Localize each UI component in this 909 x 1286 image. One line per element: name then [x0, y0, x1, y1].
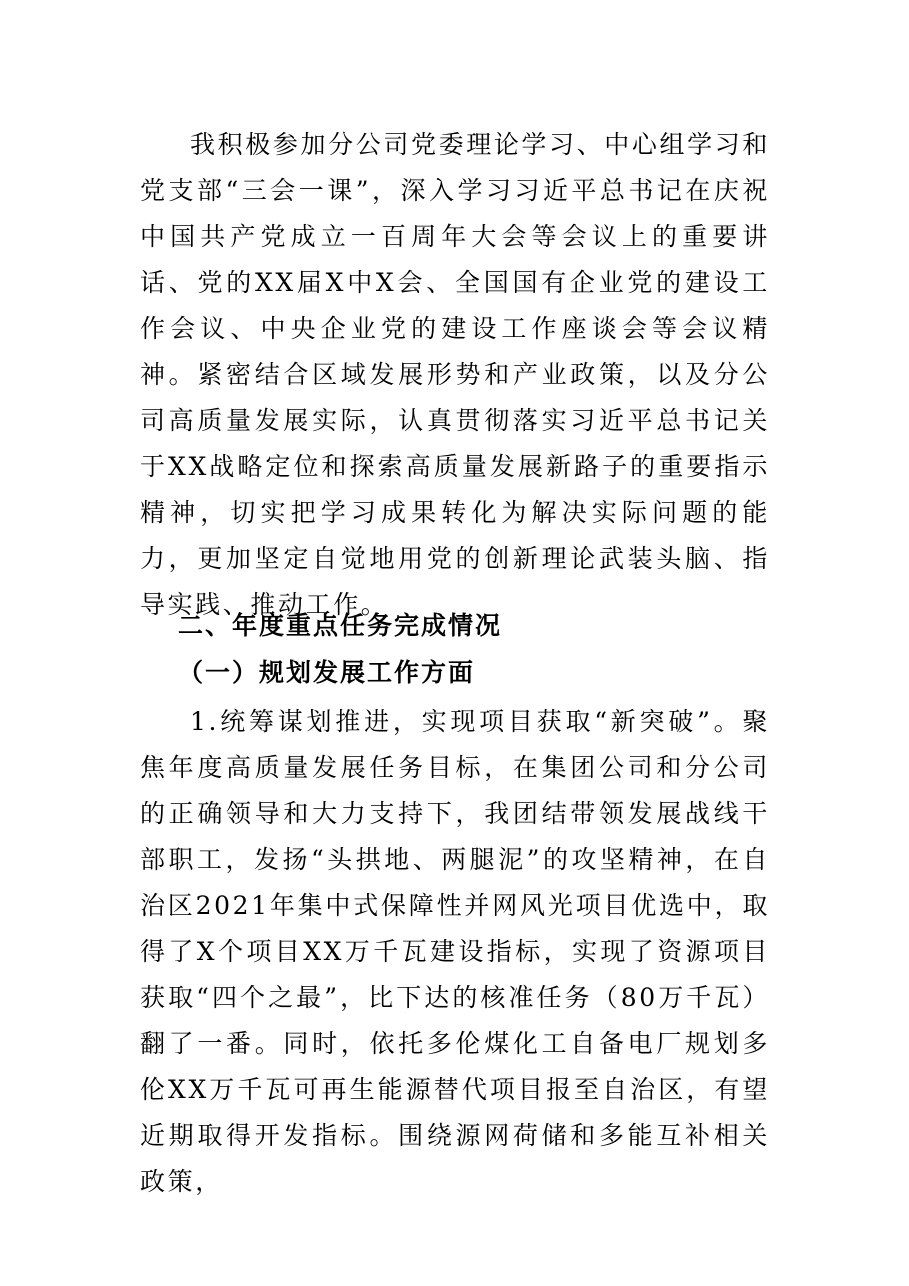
section-heading: 二、年度重点任务完成情况: [178, 611, 503, 640]
body-paragraph-learning: 我积极参加分公司党委理论学习、中心组学习和党支部“三会一课”，深入学习习近平总书记在庆祝中国共产党成立一百周年大会等会议上的重要讲话、党的XX届X中X会、全国国有企业党的建设工作会议、中央企业党的建设工作座谈会等会议精神。紧密结合区域发展形势和产业政策，以及分公司高质量发展实际，认真贯彻落实习近平总书记关于XX战略定位和探索高质量发展新路子的重要指示精神，切实把学习成果转化为解决实际问题的能力，更加坚定自觉地用党的创新理论武装头脑、指导实践、推动工作。: [140, 130, 770, 619]
subsection-heading: （一）规划发展工作方面: [178, 658, 476, 687]
body-paragraph-planning: 1.统筹谋划推进，实现项目获取“新突破”。聚焦年度高质量发展任务目标，在集团公司和分公司的正确领导和大力支持下，我团结带领发展战线干部职工，发扬“头拱地、两腿泥”的攻坚精神，在自治区2021年集中式保障性并网风光项目优选中，取得了X个项目XX万千瓦建设指标，实现了资源项目获取“四个之最”，比下达的核准任务（80万千瓦）翻了一番。同时，依托多伦煤化工自备电厂规划多伦XX万千瓦可再生能源替代项目报至自治区，有望近期取得开发指标。围绕源网荷储和多能互补相关政策，: [140, 707, 770, 1196]
